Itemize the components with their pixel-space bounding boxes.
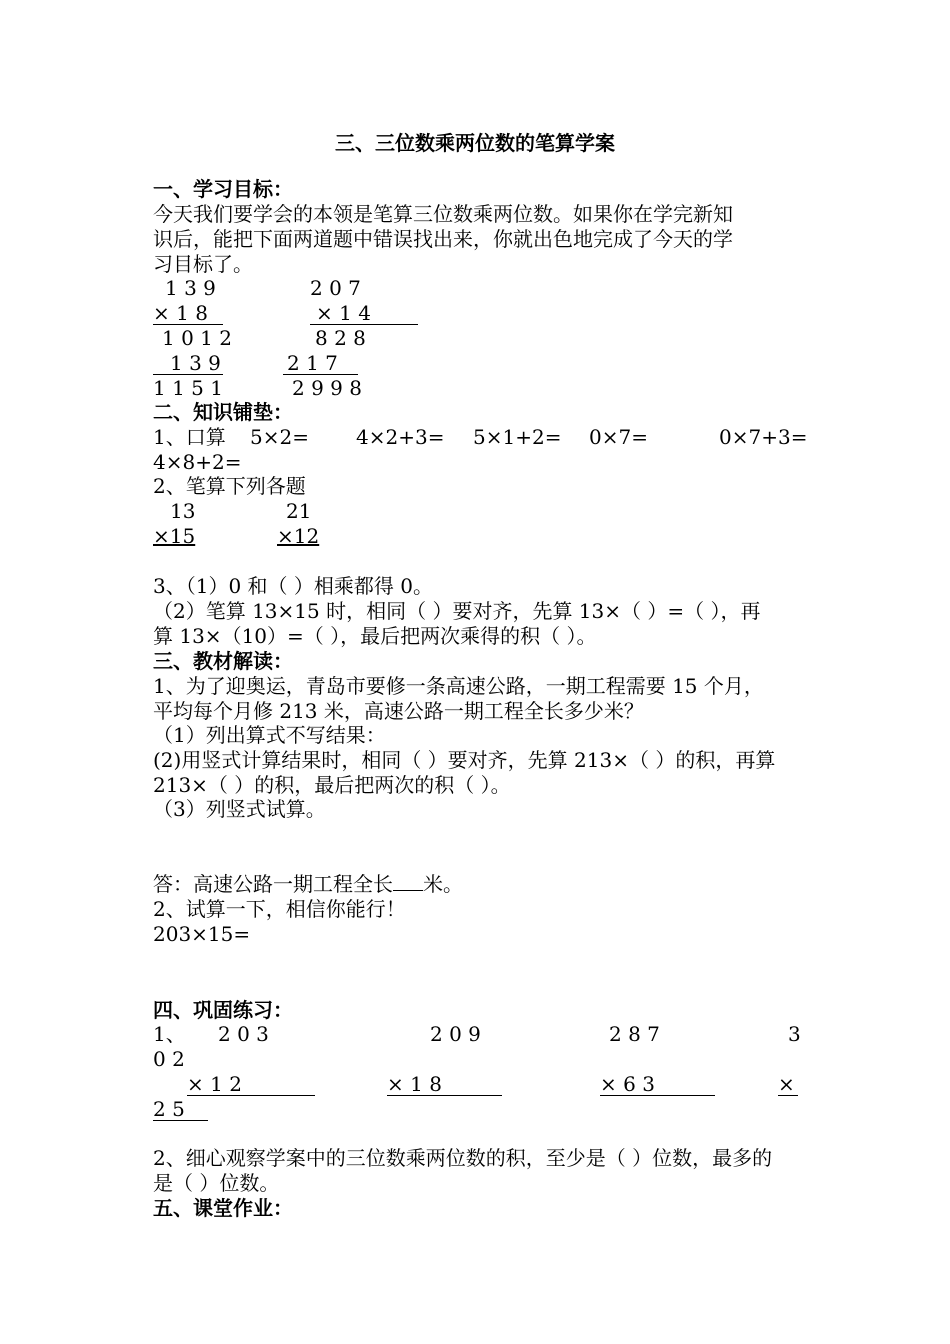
page-title: 三、三位数乘两位数的笔算学案	[335, 131, 615, 155]
practice-mult-1: × 1 2	[187, 1072, 242, 1096]
practice-mult-2: × 1 8	[387, 1072, 442, 1096]
answer-blank	[393, 872, 423, 891]
s3-line-5: 213×（ ）的积，最后把两次的积（ ）。	[153, 773, 511, 797]
oral-calc-item-6: 4×8+2=	[153, 450, 242, 474]
calc1-result: 1 1 5 1	[153, 376, 223, 400]
oral-calc-item-2: 4×2+3=	[356, 425, 445, 449]
s3-line-8: 203×15=	[153, 922, 251, 946]
answer-prefix: 答：高速公路一期工程全长	[153, 872, 393, 896]
written-calc-label: 2、笔算下列各题	[153, 474, 306, 498]
practice-rule-2	[387, 1095, 502, 1096]
oral-calc-label: 1、口算	[153, 425, 226, 449]
practice-rule-1	[187, 1095, 315, 1096]
calc2-partial-1: 8 2 8	[315, 326, 366, 350]
section-5-heading: 五、课堂作业：	[153, 1196, 293, 1220]
calc1-multiplicand: 1 3 9	[165, 276, 216, 300]
section-3-heading: 三、教材解读：	[153, 649, 293, 673]
practice-rule-4-wrap	[153, 1120, 208, 1121]
s2-q3-line-1: 3、（1）0 和（ ）相乘都得 0。	[153, 574, 433, 598]
practice-num-1: 2 0 3	[218, 1022, 269, 1046]
practice-rule-4	[778, 1095, 798, 1096]
s3-line-4: (2)用竖式计算结果时，相同（ ）要对齐，先算 213×（ ）的积，再算	[153, 748, 776, 772]
oral-calc-item-1: 5×2=	[250, 425, 309, 449]
practice-mult-3: × 6 3	[600, 1072, 655, 1096]
calc2-multiplier: × 1 4	[316, 301, 371, 325]
s1-paragraph-line-1: 今天我们要学会的本领是笔算三位数乘两位数。如果你在学完新知	[153, 202, 733, 226]
s4-q2-line-2: 是（ ）位数。	[153, 1171, 280, 1195]
oral-calc-item-4: 0×7=	[589, 425, 648, 449]
section-2-heading: 二、知识铺垫：	[153, 400, 293, 424]
calc1-multiplier: × 1 8	[153, 301, 208, 325]
calc2-partial-2: 2 1 7	[287, 351, 338, 375]
calc2-rule-2	[283, 374, 358, 375]
oral-calc-item-3: 5×1+2=	[473, 425, 562, 449]
s3-line-7: 2、试算一下，相信你能行！	[153, 897, 406, 921]
calc2-result: 2 9 9 8	[292, 376, 362, 400]
practice-num-4: 3	[788, 1022, 801, 1046]
s4-q2-line-1: 2、细心观察学案中的三位数乘两位数的积，至少是（ ）位数，最多的	[153, 1146, 773, 1170]
practice-num-4-wrap: 0 2	[153, 1047, 185, 1071]
s3-line-3: （1）列出算式不写结果：	[153, 723, 386, 747]
calc1-partial-2: 1 3 9	[170, 351, 221, 375]
section-4-heading: 四、巩固练习：	[153, 998, 293, 1022]
vcalc1-top: 13	[170, 499, 196, 523]
practice-num-2: 2 0 9	[430, 1022, 481, 1046]
s3-line-6: （3）列竖式试算。	[153, 797, 326, 821]
calc1-rule-2	[153, 374, 223, 375]
practice-label: 1、	[153, 1022, 186, 1046]
vcalc1-bottom: ×15	[153, 524, 196, 548]
vcalc2-top: 21	[286, 499, 312, 523]
s2-q3-line-3: 算 13×（10）=（ ），最后把两次乘得的积（ ）。	[153, 624, 597, 648]
s3-line-1: 1、为了迎奥运，青岛市要修一条高速公路，一期工程需要 15 个月，	[153, 674, 764, 698]
s3-line-2: 平均每个月修 213 米，高速公路一期工程全长多少米？	[153, 699, 644, 723]
practice-rule-3	[600, 1095, 715, 1096]
section-1-heading: 一、学习目标：	[153, 177, 293, 201]
calc1-rule-1	[153, 324, 223, 325]
s1-paragraph-line-2: 识后，能把下面两道题中错误找出来，你就出色地完成了今天的学	[153, 227, 733, 251]
vcalc2-bottom: ×12	[277, 524, 320, 548]
calc2-rule-1	[310, 324, 418, 325]
oral-calc-item-5: 0×7+3=	[719, 425, 808, 449]
s2-q3-line-2: （2）笔算 13×15 时，相同（ ）要对齐，先算 13×（ ）=（ ），再	[153, 599, 761, 623]
practice-num-3: 2 8 7	[609, 1022, 660, 1046]
calc2-multiplicand: 2 0 7	[310, 276, 361, 300]
practice-mult-4: ×	[778, 1072, 795, 1096]
s1-paragraph-line-3: 习目标了。	[153, 252, 253, 276]
answer-suffix: 米。	[423, 872, 463, 896]
practice-mult-4-wrap: 2 5	[153, 1097, 185, 1121]
calc1-partial-1: 1 0 1 2	[162, 326, 232, 350]
answer-line	[153, 872, 463, 897]
